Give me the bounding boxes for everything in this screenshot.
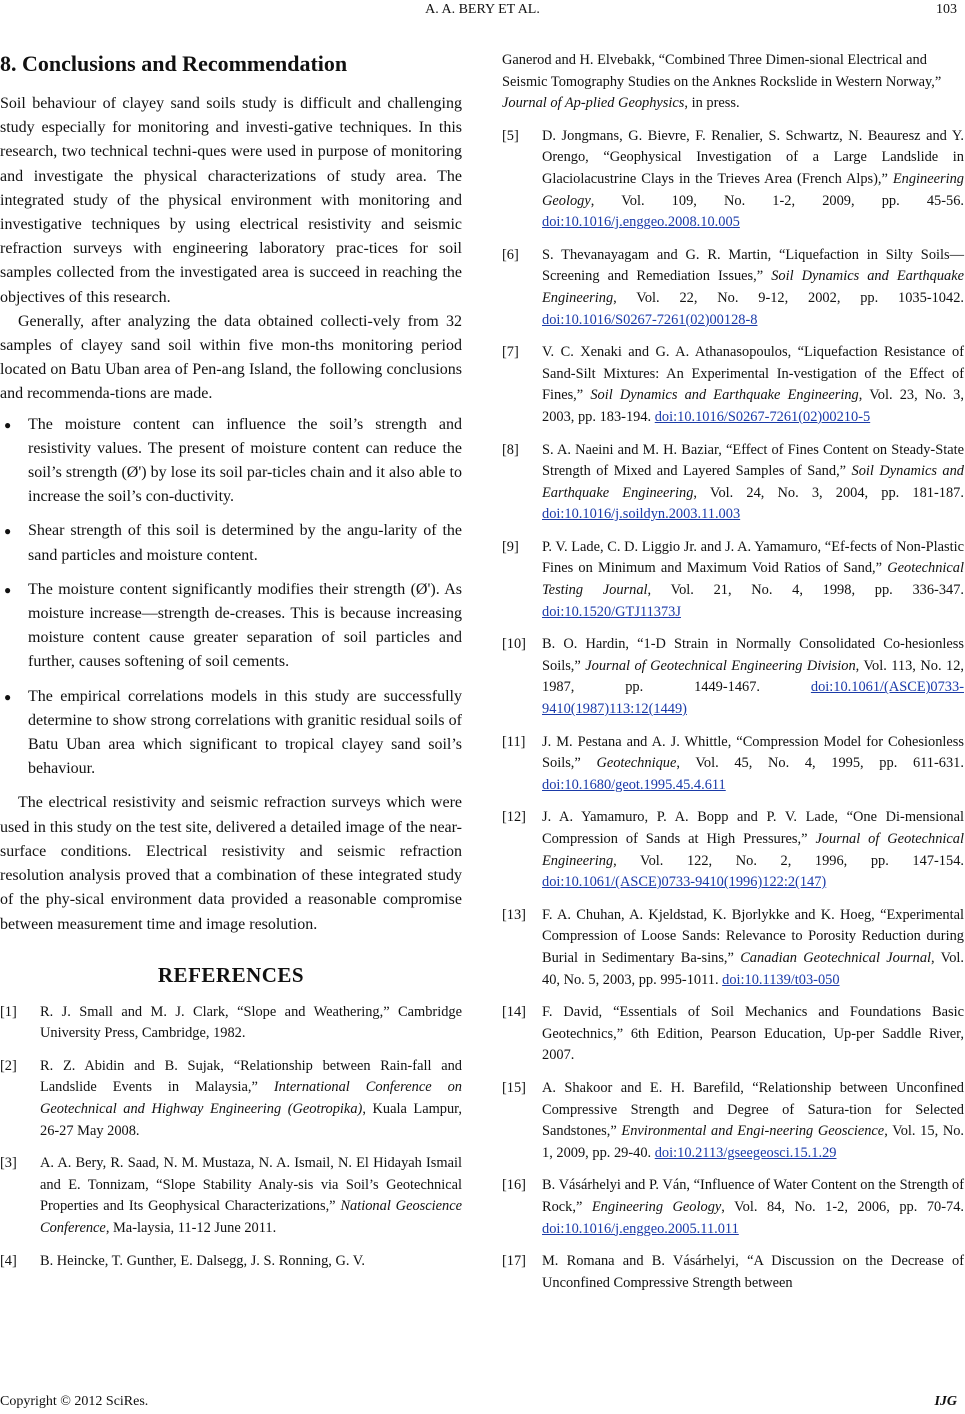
page-number: 103 xyxy=(936,2,957,17)
reference-text: B. O. Hardin, “1-D Strain in Normally Consolidated Co-hesionless Soils,” Journal of Geotechnical Engineering Division, Vol. 113, No. 12, 1987, pp. 1449-1467. doi:10.1061/(ASCE)0733-9410(1987)113:12(1449) xyxy=(542,636,964,718)
reference-item xyxy=(502,537,964,623)
reference-item xyxy=(502,1251,964,1294)
reference-text: F. David, “Essentials of Soil Mechanics and Foundations Basic Geotechnics,” 6th Edition, Pearson Education, Up-per Saddle River, 2007. xyxy=(542,1004,964,1064)
reference-text: D. Jongmans, G. Bievre, F. Renalier, S. Schwartz, N. Beauresz and Y. Orengo, “Geophysical Investigation of a Large Landslide in Glaciolacustrine Clays in the Trieves Area (French Alps),” Engineering Geology, Vol. 109, No. 1-2, 2009, pp. 45-56. doi:10.1016/j.enggeo.2008.10.005 xyxy=(542,127,964,231)
reference-number: [13] xyxy=(502,906,526,923)
reference-text: R. J. Small and M. J. Clark, “Slope and Weathering,” Cambridge University Press, Cambridge, 1982. xyxy=(40,1003,462,1042)
reference-item xyxy=(502,807,964,893)
paragraph-2: Generally, after analyzing the data obtained collecti-vely from 32 samples of clayey sand soil within five mon-ths monitoring period located on Batu Uban area of Pen-ang Island, the following conclusions and recommenda-tions are made. xyxy=(0,312,462,403)
reference-number: [6] xyxy=(502,246,519,263)
paragraph-3: The electrical resistivity and seismic refraction surveys which were used in this study on the test site, delivered a detailed image of the near-surface conditions. Electrical resistivity and seismic refraction resolution analysis proved that a combination of these integrated study of the phy-sical environment data provided a reasonable compromise between measurement time and image resolution. xyxy=(0,794,462,933)
reference-item xyxy=(0,1056,462,1142)
reference-number: [3] xyxy=(0,1155,17,1172)
reference-text: S. Thevanayagam and G. R. Martin, “Liquefaction in Silty Soils—Screening and Remediation Issues,” Soil Dynamics and Earthquake Engineering, Vol. 22, No. 9-12, 2002, pp. 1035-1042. doi:10.1016/S0267-7261(02)00128-8 xyxy=(542,246,964,328)
reference-number: [4] xyxy=(0,1252,17,1269)
doi-link[interactable]: doi:10.1016/j.soildyn.2003.11.003 xyxy=(542,506,741,523)
doi-link[interactable]: doi:10.1016/S0267-7261(02)00128-8 xyxy=(542,311,758,328)
doi-link[interactable]: doi:10.1016/j.enggeo.2008.10.005 xyxy=(542,214,740,231)
doi-link[interactable]: doi:10.1061/(ASCE)0733-9410(1987)113:12(1449) xyxy=(542,679,964,718)
page-header xyxy=(0,2,965,22)
reference-number: [16] xyxy=(502,1177,526,1194)
reference-text: M. Romana and B. Vásárhelyi, “A Discussion on the Decrease of Unconfined Compressive Strength between xyxy=(542,1253,964,1291)
doi-link[interactable]: doi:10.2113/gseegeosci.15.1.29 xyxy=(654,1144,837,1161)
reference-text: P. V. Lade, C. D. Liggio Jr. and J. A. Yamamuro, “Ef-fects of Non-Plastic Fines on Minimum and Maximum Void Ratios of Sand,” Geotechnical Testing Journal, Vol. 21, No. 4, 1998, pp. 336-347. doi:10.1520/GTJ11373J xyxy=(542,538,964,620)
reference-number: [8] xyxy=(502,441,519,458)
reference-item xyxy=(502,634,964,720)
reference-text: J. A. Yamamuro, P. A. Bopp and P. V. Lade, “One Di-mensional Compression of Sands at High Pressures,” Journal of Geotechnical Engineering, Vol. 122, No. 2, 1996, pp. 147-154. doi:10.1061/(ASCE)0733-9410(1996)122:2(147) xyxy=(542,809,965,891)
reference-number: [11] xyxy=(502,733,526,750)
reference-number: [15] xyxy=(502,1079,526,1096)
reference-item xyxy=(502,342,964,428)
doi-link[interactable]: doi:10.1520/GTJ11373J xyxy=(542,603,681,620)
reference-number: [14] xyxy=(502,1004,526,1021)
reference-item xyxy=(502,732,964,797)
reference-number: [17] xyxy=(502,1253,526,1270)
reference-text: J. M. Pestana and A. J. Whittle, “Compression Model for Cohesionless Soils,” Geotechnique, Vol. 45, No. 4, 1995, pp. 611-631. doi:10.1680/geot.1995.45.4.611 xyxy=(542,733,964,793)
reference-item xyxy=(502,905,964,991)
running-title: A. A. BERY ET AL. xyxy=(425,2,540,17)
doi-link[interactable]: doi:10.1680/geot.1995.45.4.611 xyxy=(542,776,726,793)
reference-text: B. Vásárhelyi and P. Ván, “Influence of Water Content on the Strength of Rock,” Engineering Geology, Vol. 84, No. 1-2, 2006, pp. 70-74. doi:10.1016/j.enggeo.2005.11.011 xyxy=(542,1177,964,1237)
reference-list-right xyxy=(502,126,964,1295)
doi-link[interactable]: doi:10.1139/t03-050 xyxy=(722,971,840,988)
right-column xyxy=(502,50,964,1305)
section-title: 8. Conclusions and Recommendation xyxy=(0,51,348,76)
left-column xyxy=(0,50,462,1283)
reference-continuation: Ganerod and H. Elvebakk, “Combined Three Dimen-sional Electrical and Seismic Tomography Studies on the Anknes Rockslide in Western Norway,” Journal of Ap-plied Geophysics, in press. xyxy=(502,52,942,112)
list-item: ● Shear strength of this soil is determined by the angu-larity of the sand particles and moisture content. xyxy=(0,519,462,567)
reference-item xyxy=(502,245,964,331)
reference-item xyxy=(0,1153,462,1239)
paragraph-1: Soil behaviour of clayey sand soils study is difficult and challenging study especially for monitoring and investi-gative techniques. In this research, two technical techni-ques were used in purpose of monitoring and investigate the physical characterizations of study area. The integrated study of the physical environment with monitoring and investigative techniques by using electrical resistivity and seismic refraction surveys with engineering laboratory prac-tices for soil samples collected from the investigated area is succeed in reaching the objectives of this research. xyxy=(0,95,462,306)
doi-link[interactable]: doi:10.1016/S0267-7261(02)00210-5 xyxy=(654,408,871,425)
reference-number: [12] xyxy=(502,809,526,826)
list-item: ● The empirical correlations models in this study are successfully determine to show strong correlations with granitic residual soils of Batu Uban area which significant to tropical clayey sand soil’s behaviour. xyxy=(0,685,462,782)
reference-text: A. Shakoor and E. H. Barefild, “Relationship between Unconfined Compressive Strength and Degree of Satura-tion for Selected Sandstones,” Environmental and Engi-neering Geoscience, Vol. 15, No. 1, 2009, pp. 29-40. doi:10.2113/gseegeosci.15.1.29 xyxy=(542,1079,965,1161)
reference-list-left xyxy=(0,1002,462,1273)
reference-number: [10] xyxy=(502,636,526,653)
bullet-icon: ● xyxy=(4,582,12,597)
reference-number: [1] xyxy=(0,1003,17,1020)
reference-text: B. Heincke, T. Gunther, E. Dalsegg, J. S. Ronning, G. V. xyxy=(40,1252,365,1269)
reference-number: [5] xyxy=(502,127,519,144)
copyright-text: Copyright © 2012 SciRes. xyxy=(0,1394,149,1409)
bullet-icon: ● xyxy=(4,417,12,432)
reference-number: [9] xyxy=(502,538,519,555)
reference-text: S. A. Naeini and M. H. Baziar, “Effect of Fines Content on Steady-State Strength of Mixed and Layered Samples of Sand,” Soil Dynamics and Earthquake Engineering, Vol. 24, No. 3, 2004, pp. 181-187. doi:10.1016/j.soildyn.2003.11.003 xyxy=(542,441,964,523)
doi-link[interactable]: doi:10.1016/j.enggeo.2005.11.011 xyxy=(542,1220,739,1237)
reference-text: R. Z. Abidin and B. Sujak, “Relationship between Rain-fall and Landslide Events in Malaysia,” International Conference on Geotechnical and Highway Engineering (Geotropika), Kuala Lampur, 26-27 May 2008. xyxy=(40,1057,462,1139)
reference-number: [7] xyxy=(502,344,519,361)
journal-abbrev: IJG xyxy=(934,1394,957,1409)
list-item: ● The moisture content can influence the soil’s strength and resistivity values. The present of moisture content can reduce the soil’s strength (Ø') by lose its soil par-ticles chain and it also able to increase the soil’s con-ductivity. xyxy=(0,413,462,510)
doi-link[interactable]: doi:10.1061/(ASCE)0733-9410(1996)122:2(147) xyxy=(542,874,827,891)
reference-item xyxy=(502,126,964,234)
bullet-icon: ● xyxy=(4,689,12,704)
references-heading: REFERENCES xyxy=(157,962,305,987)
reference-text: V. C. Xenaki and G. A. Athanasopoulos, “Liquefaction Resistance of Sand-Silt Mixtures: An Experimental In-vestigation of the Effect of Fines,” Soil Dynamics and Earthquake Engineering, Vol. 23, No. 3, 2003, pp. 183-194. doi:10.1016/S0267-7261(02)00210-5 xyxy=(542,344,964,425)
reference-item xyxy=(0,1002,462,1045)
reference-item xyxy=(0,1251,462,1273)
reference-item xyxy=(502,440,964,526)
list-item: ● The moisture content significantly modifies their strength (Ø'). As moisture increase—strength de-creases. This is because increasing moisture content cause greater separation of soil particles and further, causes softening of soil cements. xyxy=(0,578,462,675)
conclusion-list xyxy=(0,413,462,782)
reference-item xyxy=(502,1002,964,1067)
reference-item xyxy=(502,1078,964,1164)
reference-item xyxy=(502,1175,964,1240)
reference-number: [2] xyxy=(0,1057,17,1074)
reference-text: A. A. Bery, R. Saad, N. M. Mustaza, N. A. Ismail, N. El Hidayah Ismail and E. Tonnizam, “Slope Stability Analy-sis via Soil’s Geotechnical Properties and Its Geophysical Characterizations,” National Geoscience Conference, Ma-laysia, 11-12 June 2011. xyxy=(40,1155,462,1237)
bullet-icon: ● xyxy=(4,524,12,539)
reference-text: F. A. Chuhan, A. Kjeldstad, K. Bjorlykke and K. Hoeg, “Experimental Compression of Loose Sands: Relevance to Porosity Reduction during Burial in Sedimentary Ba-sins,” Canadian Geotechnical Journal, Vol. 40, No. 5, 2003, pp. 995-1011. doi:10.1139/t03-050 xyxy=(542,906,964,988)
